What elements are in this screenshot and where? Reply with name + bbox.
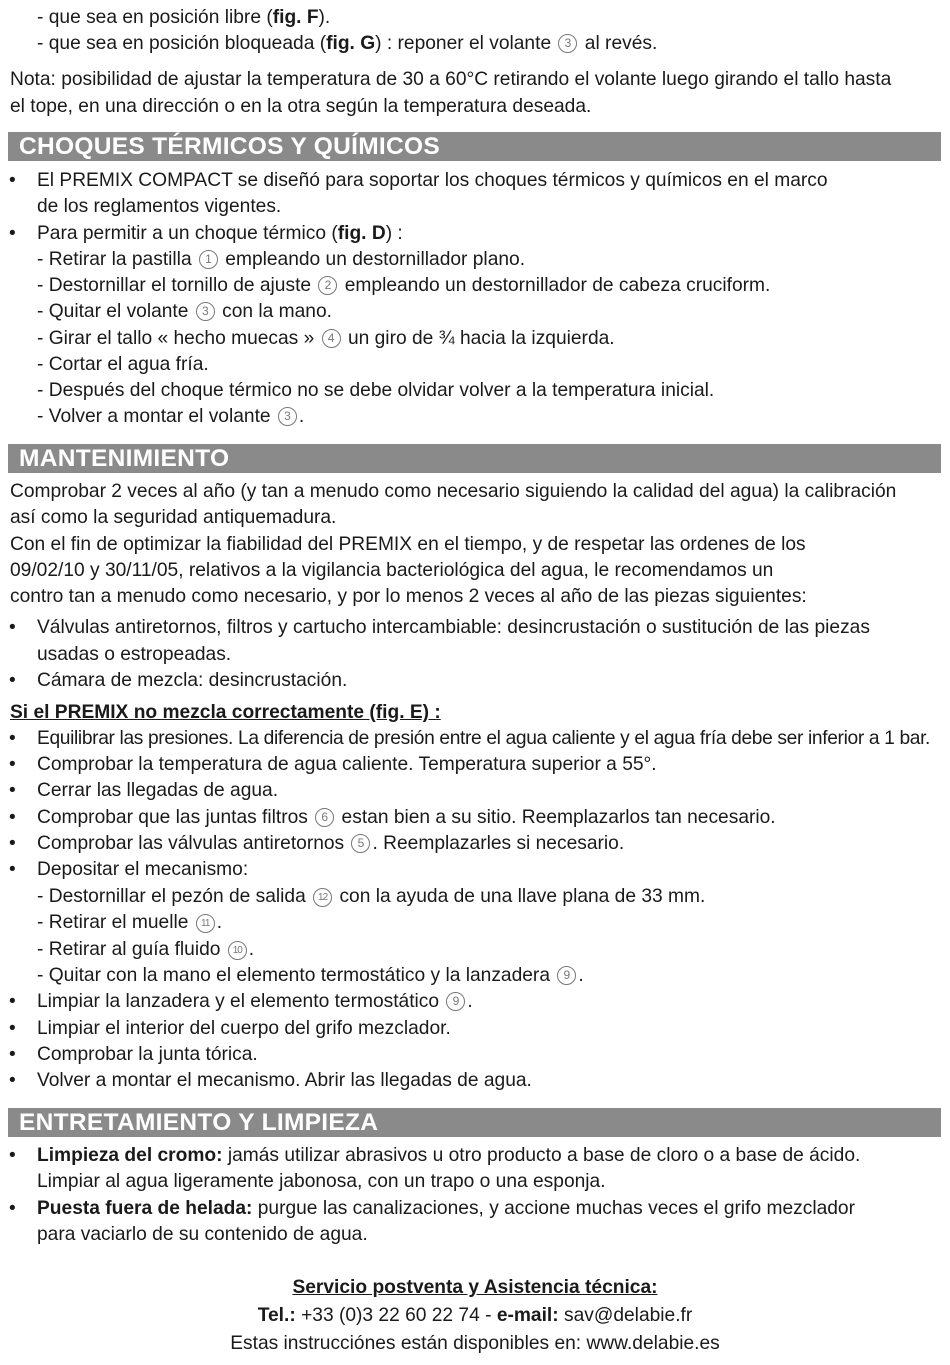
list-item-continuation: usadas o estropeadas.: [37, 644, 232, 665]
callout-number: 4: [322, 329, 341, 348]
note-line-2: el tope, en una dirección o en la otra según la temperatura deseada.: [10, 96, 592, 117]
list-item: • Válvulas antiretornos, filtros y cartucho intercambiable: desincrustación o sustitución de las piezas: [9, 617, 870, 638]
callout-number: 9: [446, 992, 465, 1011]
paragraph-line: así como la seguridad antiquemadura.: [10, 507, 337, 528]
step-line: - Volver a montar el volante 3 .: [37, 406, 305, 427]
step-line: - Después del choque térmico no se debe olvidar volver a la temperatura inicial.: [37, 380, 715, 401]
step-line: - Destornillar el pezón de salida 12 con la ayuda de una llave plana de 33 mm.: [37, 886, 706, 907]
step-line: - Cortar el agua fría.: [37, 354, 209, 375]
paragraph-line: Comprobar 2 veces al año (y tan a menudo como necesario siguiendo la calidad del agua) la calibración: [10, 481, 897, 502]
step-line: - Girar el tallo « hecho muecas » 4 un giro de ¾ hacia la izquierda.: [37, 328, 615, 349]
list-item: • El PREMIX COMPACT se diseñó para soportar los choques térmicos y químicos en el marco: [9, 170, 828, 191]
callout-number: 6: [315, 808, 334, 827]
callout-number: 1: [199, 250, 218, 269]
step-line: - Quitar con la mano el elemento termostático y la lanzadera 9 .: [37, 965, 584, 986]
paragraph-line: contro tan a menudo como necesario, y por lo menos 2 veces al año de las piezas siguientes:: [10, 586, 807, 607]
list-item: • Limpieza del cromo: jamás utilizar abrasivos u otro producto a base de cloro o a base de ácido.: [9, 1145, 861, 1166]
list-item: • Volver a montar el mecanismo. Abrir las llegadas de agua.: [9, 1070, 532, 1091]
list-item-continuation: de los reglamentos vigentes.: [37, 196, 282, 217]
step-line: - Destornillar el tornillo de ajuste 2 empleando un destornillador de cabeza cruciform.: [37, 275, 771, 296]
step-line: - Retirar el muelle 11 .: [37, 912, 223, 933]
footer-web[interactable]: Estas instrucciónes están disponibles en: www.delabie.es: [230, 1333, 720, 1354]
list-item: • Equilibrar las presiones. La diferencia de presión entre el agua caliente y el agua fría debe ser inferior a 1 bar.: [9, 728, 931, 749]
callout-number: 3: [278, 407, 297, 426]
step-line: - Retirar la pastilla 1 empleando un destornillador plano.: [37, 249, 526, 270]
list-item: • Limpiar el interior del cuerpo del grifo mezclador.: [9, 1018, 451, 1039]
locked-position-line: - que sea en posición bloqueada (fig. G) : reponer el volante 3 al revés.: [37, 33, 658, 54]
callout-number: 10: [228, 941, 247, 960]
paragraph-line: 09/02/10 y 30/11/05, relativos a la vigilancia bacteriológica del agua, le recomendamos un: [10, 560, 774, 581]
callout-number: 9: [557, 966, 576, 985]
section-heading-entretamiento: ENTRETAMIENTO Y LIMPIEZA: [8, 1108, 941, 1137]
callout-number: 2: [318, 276, 337, 295]
list-item: • Puesta fuera de helada: purgue las canalizaciones, y accione muchas veces el grifo mezclador: [9, 1198, 855, 1219]
footer-title: Servicio postventa y Asistencia técnica:: [292, 1277, 658, 1298]
callout-number: 3: [196, 302, 215, 321]
list-item-continuation: para vaciarlo de su contenido de agua.: [37, 1224, 368, 1245]
list-item: • Depositar el mecanismo:: [9, 859, 249, 880]
section-heading-choques: CHOQUES TÉRMICOS Y QUÍMICOS: [8, 132, 941, 161]
callout-number: 3: [558, 34, 577, 53]
step-line: - Retirar al guía fluido 10 .: [37, 939, 255, 960]
list-item: • Comprobar que las juntas filtros 6 estan bien a su sitio. Reemplazarlos tan necesario.: [9, 807, 776, 828]
section-heading-mantenimiento: MANTENIMIENTO: [8, 444, 941, 473]
free-position-line: - que sea en posición libre (fig. F).: [37, 7, 331, 28]
paragraph-line: Con el fin de optimizar la fiabilidad del PREMIX en el tiempo, y de respetar las ordenes de los: [10, 534, 806, 555]
list-item: • Cerrar las llegadas de agua.: [9, 780, 279, 801]
email-link[interactable]: sav@delabie.fr: [558, 1305, 693, 1326]
list-item: • Cámara de mezcla: desincrustación.: [9, 670, 348, 691]
list-item: • Limpiar la lanzadera y el elemento termostático 9 .: [9, 991, 473, 1012]
list-item: • Para permitir a un choque térmico (fig. D) :: [9, 223, 403, 244]
list-item: • Comprobar la junta tórica.: [9, 1044, 258, 1065]
list-item-continuation: Limpiar al agua ligeramente jabonosa, con un trapo o una esponja.: [37, 1171, 606, 1192]
callout-number: 11: [196, 914, 215, 933]
list-item: • Comprobar la temperatura de agua caliente. Temperatura superior a 55°.: [9, 754, 657, 775]
footer-contact: Tel.: +33 (0)3 22 60 22 74 - e-mail: sav@delabie.fr: [257, 1305, 693, 1326]
step-line: - Quitar el volante 3 con la mano.: [37, 301, 332, 322]
subheading-mezcla: Si el PREMIX no mezcla correctamente (fig. E) :: [10, 702, 441, 723]
note-line-1: Nota: posibilidad de ajustar la temperatura de 30 a 60°C retirando el volante luego girando el tallo hasta: [10, 69, 892, 90]
callout-number: 12: [313, 888, 332, 907]
callout-number: 5: [351, 834, 370, 853]
list-item: • Comprobar las válvulas antiretornos 5 . Reemplazarles si necesario.: [9, 833, 625, 854]
